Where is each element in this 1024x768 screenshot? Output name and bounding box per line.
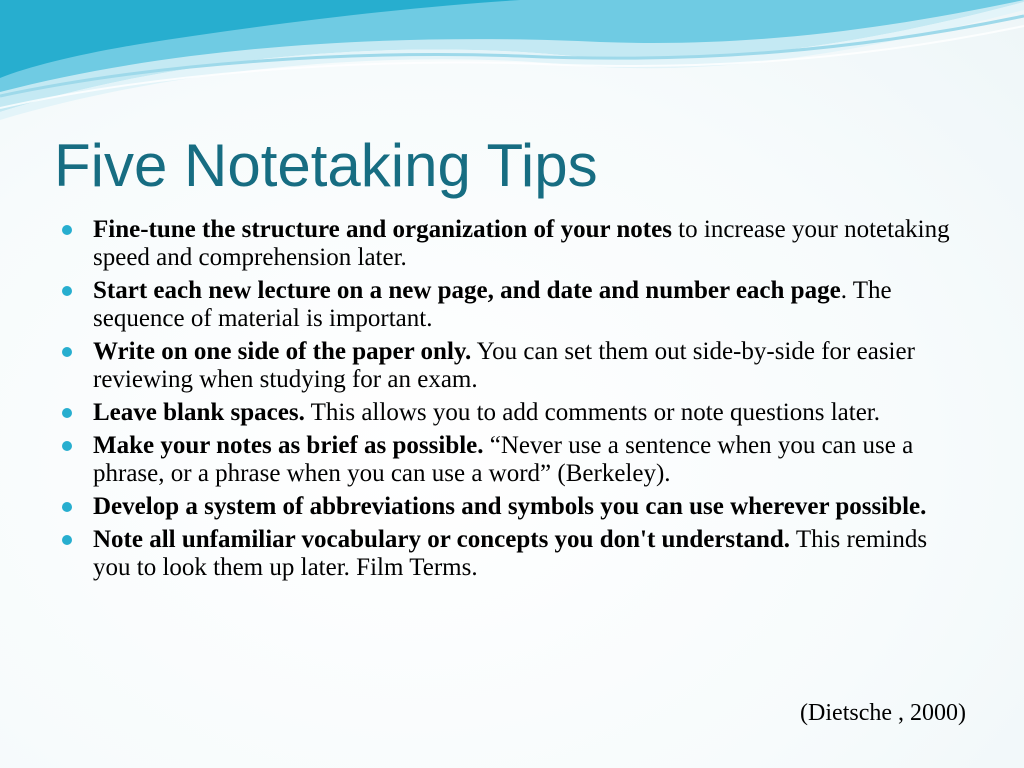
tips-list bbox=[62, 216, 962, 587]
bullet-dot-icon bbox=[62, 502, 72, 512]
tip-text: “Never use a sentence when you can use a phrase, or a phrase when you can use a word” (Berkeley). bbox=[93, 432, 914, 487]
bullet-dot-icon bbox=[62, 286, 72, 296]
list-item bbox=[62, 432, 962, 488]
slide-title: Five Notetaking Tips bbox=[54, 132, 598, 199]
list-item bbox=[62, 493, 962, 521]
bullet-dot-icon bbox=[62, 347, 72, 357]
tip-heading: Note all unfamiliar vocabulary or concepts you don't understand. bbox=[93, 526, 791, 553]
list-item bbox=[62, 216, 962, 272]
tip-heading: Leave blank spaces. bbox=[93, 399, 305, 426]
list-item bbox=[62, 526, 962, 582]
list-item bbox=[62, 277, 962, 333]
tip-heading: Write on one side of the paper only. bbox=[93, 338, 472, 365]
bullet-dot-icon bbox=[62, 225, 72, 235]
bullet-dot-icon bbox=[62, 408, 72, 418]
tip-text: . The sequence of material is important. bbox=[93, 277, 892, 332]
bullet-dot-icon bbox=[62, 535, 72, 545]
tip-heading: Fine-tune the structure and organization of your notes bbox=[93, 216, 672, 243]
tip-text: You can set them out side-by-side for easier reviewing when studying for an exam. bbox=[93, 338, 915, 393]
tip-heading: Develop a system of abbreviations and symbols you can use wherever possible. bbox=[93, 493, 927, 520]
tip-text: This allows you to add comments or note questions later. bbox=[304, 399, 881, 426]
tip-text: to increase your notetaking speed and comprehension later. bbox=[93, 216, 950, 271]
bullet-dot-icon bbox=[62, 441, 72, 451]
citation: (Dietsche , 2000) bbox=[800, 700, 966, 726]
tip-heading: Start each new lecture on a new page, and date and number each page bbox=[93, 277, 841, 304]
list-item bbox=[62, 338, 962, 394]
tip-heading: Make your notes as brief as possible. bbox=[93, 432, 484, 459]
list-item bbox=[62, 399, 962, 427]
tip-text: This reminds you to look them up later. Film Terms. bbox=[93, 526, 928, 581]
header-wave-decoration bbox=[0, 0, 1024, 130]
